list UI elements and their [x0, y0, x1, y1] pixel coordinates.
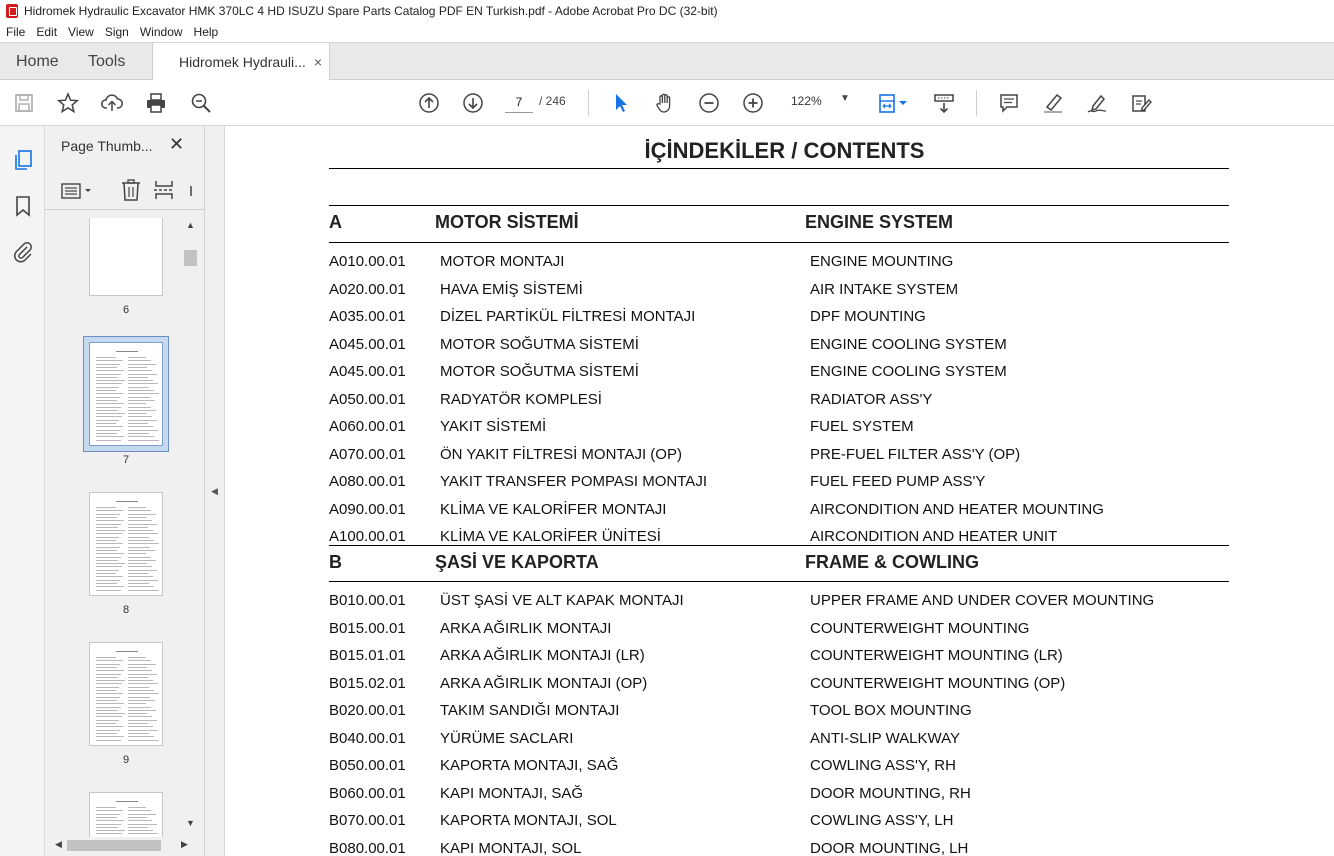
rotate-page-icon[interactable] [185, 178, 201, 202]
page-total: / 246 [539, 94, 566, 108]
section-title-tr: ŞASİ VE KAPORTA [435, 552, 599, 572]
contents-en: COUNTERWEIGHT MOUNTING (LR) [810, 647, 1063, 664]
contents-row [329, 391, 1229, 411]
scrollbar-thumb[interactable] [184, 250, 197, 266]
thumbnail-label: 8 [122, 604, 130, 616]
contents-row [329, 501, 1229, 521]
window-title: Hidromek Hydraulic Excavator HMK 370LC 4 HD ISUZU Spare Parts Catalog PDF EN Turkish.pdf - Adobe Acrobat Pro DC (32-bit) [24, 4, 718, 18]
contents-en: ENGINE COOLING SYSTEM [810, 335, 1007, 353]
contents-tr: YÜRÜME SACLARI [440, 729, 574, 747]
toolbar-divider [588, 90, 589, 116]
contents-tr: HAVA EMİŞ SİSTEMİ [440, 280, 583, 298]
contents-tr: KAPORTA MONTAJI, SOL [440, 812, 617, 829]
tab-tools[interactable]: Tools [88, 52, 126, 70]
thumbnail-list [45, 216, 181, 846]
contents-tr: MOTOR SOĞUTMA SİSTEMİ [440, 363, 639, 380]
contents-tr: YAKIT SİSTEMİ [440, 418, 547, 435]
main-toolbar [0, 80, 1334, 126]
menu-view[interactable]: View [68, 25, 94, 39]
contents-en: DOOR MOUNTING, RH [810, 784, 971, 802]
contents-tr: RADYATÖR KOMPLESİ [440, 390, 602, 408]
contents-code: B020.00.01 [329, 702, 406, 719]
contents-en: COWLING ASS'Y, RH [810, 757, 956, 774]
contents-tr: KLİMA VE KALORİFER MONTAJI [440, 500, 667, 518]
contents-code: A060.00.01 [329, 418, 406, 435]
edit-icon[interactable] [1129, 91, 1153, 115]
contents-en: ANTI-SLIP WALKWAY [810, 729, 961, 747]
star-icon[interactable] [56, 91, 80, 115]
section-title-en: FRAME & COWLING [805, 552, 979, 572]
divider-line [329, 242, 1229, 243]
thumbnail-label: 9 [122, 754, 130, 766]
scroll-mode-icon[interactable] [932, 91, 956, 115]
thumbnail-hscrollbar[interactable] [53, 837, 193, 853]
contents-tr: KAPI MONTAJI, SOL [440, 839, 582, 856]
contents-code: A045.00.01 [329, 335, 406, 353]
contents-en: TOOL BOX MOUNTING [810, 702, 972, 719]
contents-en: FUEL FEED PUMP ASS'Y [810, 473, 986, 490]
contents-row [329, 620, 1229, 640]
section-letter: B [329, 552, 342, 572]
thumbnail-page-selected[interactable] [89, 342, 163, 446]
document-title: İÇİNDEKİLER / CONTENTS [644, 138, 925, 163]
fit-page-dropdown-icon[interactable] [896, 91, 910, 115]
bookmark-icon[interactable] [11, 194, 35, 218]
contents-row [329, 702, 1229, 722]
contents-code: B015.00.01 [329, 619, 406, 637]
contents-row [329, 446, 1229, 466]
acrobat-logo-icon [6, 4, 18, 18]
divider-line [329, 205, 1229, 206]
panel-toolbar [45, 172, 205, 210]
contents-code: B040.00.01 [329, 729, 406, 747]
hand-icon[interactable] [653, 91, 677, 115]
thumbnail-label: 7 [122, 454, 130, 466]
contents-en: ENGINE MOUNTING [810, 253, 954, 270]
contents-en: COWLING ASS'Y, LH [810, 812, 954, 829]
contents-row [329, 253, 1229, 273]
thumbnail-page[interactable] [89, 492, 163, 596]
contents-tr: YAKIT TRANSFER POMPASI MONTAJI [440, 473, 707, 490]
delete-page-icon[interactable] [120, 178, 142, 202]
contents-row [329, 308, 1229, 328]
contents-tr: KAPORTA MONTAJI, SAĞ [440, 757, 619, 774]
contents-en: DPF MOUNTING [810, 308, 926, 325]
menu-bar [0, 22, 1334, 42]
section-header-a [329, 212, 1229, 236]
contents-tr: KAPI MONTAJI, SAĞ [440, 784, 584, 802]
contents-code: A020.00.01 [329, 280, 406, 298]
contents-row [329, 675, 1229, 695]
select-arrow-icon[interactable] [609, 91, 633, 115]
left-rail [0, 126, 45, 856]
contents-row [329, 363, 1229, 383]
scroll-down-icon[interactable]: ▼ [186, 818, 195, 828]
scroll-up-icon[interactable]: ▲ [186, 220, 195, 230]
contents-code: A050.00.01 [329, 390, 406, 408]
tab-document[interactable] [152, 43, 330, 81]
contents-row [329, 840, 1229, 856]
contents-tr: ARKA AĞIRLIK MONTAJI (OP) [440, 674, 648, 692]
menu-file[interactable]: File [6, 25, 26, 39]
contents-tr: ARKA AĞIRLIK MONTAJI [440, 619, 612, 637]
contents-row [329, 647, 1229, 667]
divider-line [329, 168, 1229, 169]
contents-code: A010.00.01 [329, 253, 406, 270]
contents-row [329, 592, 1229, 612]
divider-line [329, 581, 1229, 582]
contents-row [329, 418, 1229, 438]
contents-tr: ARKA AĞIRLIK MONTAJI (LR) [440, 647, 645, 664]
contents-en: UPPER FRAME AND UNDER COVER MOUNTING [810, 592, 1155, 609]
divider-line [329, 545, 1229, 546]
panel-title: Page Thumb... [61, 138, 153, 154]
save-icon[interactable] [12, 91, 36, 115]
section-title-tr: MOTOR SİSTEMİ [435, 212, 579, 232]
print-icon[interactable] [144, 91, 168, 115]
thumbnail-page[interactable] [89, 642, 163, 746]
contents-tr: DİZEL PARTİKÜL FİLTRESİ MONTAJI [440, 308, 696, 325]
zoom-level[interactable]: 122% [791, 94, 822, 108]
comment-icon[interactable] [997, 91, 1021, 115]
thumbnail-page[interactable] [89, 218, 163, 296]
contents-code: A035.00.01 [329, 308, 406, 325]
page-number-input[interactable]: 7 [505, 91, 533, 113]
page-up-icon[interactable] [417, 91, 441, 115]
highlight-icon[interactable] [1041, 91, 1065, 115]
contents-code: A080.00.01 [329, 473, 406, 490]
contents-tr: MOTOR MONTAJI [440, 253, 565, 270]
contents-code: A070.00.01 [329, 445, 406, 463]
toolbar-divider [976, 90, 977, 116]
contents-en: AIRCONDITION AND HEATER MOUNTING [810, 500, 1104, 518]
contents-en: FUEL SYSTEM [810, 418, 914, 435]
contents-row [329, 336, 1229, 356]
contents-en: COUNTERWEIGHT MOUNTING (OP) [810, 674, 1066, 692]
page-thumbnails-icon[interactable] [11, 148, 35, 172]
attachment-icon[interactable] [11, 240, 35, 264]
zoom-out-icon[interactable] [697, 91, 721, 115]
close-tab-icon[interactable]: × [313, 54, 322, 70]
thumbnail-scrollbar[interactable] [181, 218, 199, 830]
contents-row [329, 812, 1229, 832]
sign-icon[interactable] [1085, 91, 1109, 115]
extract-page-icon[interactable] [153, 178, 175, 202]
section-header-b [329, 552, 1229, 576]
contents-tr: ÜST ŞASİ VE ALT KAPAK MONTAJI [440, 592, 684, 609]
contents-en: AIRCONDITION AND HEATER UNIT [810, 528, 1058, 545]
collapse-panel-icon[interactable]: ◀ [211, 486, 218, 496]
contents-en: PRE-FUEL FILTER ASS'Y (OP) [810, 445, 1021, 463]
contents-row [329, 473, 1229, 493]
contents-code: A045.00.01 [329, 363, 406, 380]
menu-edit[interactable]: Edit [36, 25, 58, 39]
contents-row [329, 757, 1229, 777]
contents-code: B015.02.01 [329, 674, 406, 692]
contents-code: B070.00.01 [329, 812, 406, 829]
search-zoom-icon[interactable] [189, 91, 213, 115]
zoom-in-icon[interactable] [741, 91, 765, 115]
scroll-left-icon[interactable]: ◀ [55, 839, 62, 849]
contents-row [329, 730, 1229, 750]
thumbnail-options-icon[interactable] [61, 180, 95, 202]
zoom-dropdown-icon[interactable]: ▼ [840, 93, 850, 104]
close-panel-icon[interactable]: ✕ [169, 134, 185, 154]
contents-code: A100.00.01 [329, 528, 406, 545]
contents-en: DOOR MOUNTING, LH [810, 839, 969, 856]
contents-en: AIR INTAKE SYSTEM [810, 280, 959, 298]
window-titlebar [0, 0, 1334, 22]
tab-document-label: Hidromek Hydrauli... [179, 54, 306, 70]
contents-code: B015.01.01 [329, 647, 406, 664]
page-down-icon[interactable] [461, 91, 485, 115]
menu-window[interactable]: Window [139, 25, 183, 39]
contents-code: B060.00.01 [329, 784, 406, 802]
contents-en: COUNTERWEIGHT MOUNTING [810, 619, 1030, 637]
menu-sign[interactable]: Sign [104, 25, 129, 39]
section-title-en: ENGINE SYSTEM [805, 212, 954, 232]
contents-tr: MOTOR SOĞUTMA SİSTEMİ [440, 335, 639, 353]
contents-code: B080.00.01 [329, 839, 406, 856]
panel-splitter[interactable] [205, 126, 225, 856]
thumbnail-label: 6 [122, 304, 130, 316]
document-view [225, 126, 1334, 856]
contents-en: ENGINE COOLING SYSTEM [810, 363, 1007, 380]
hscrollbar-thumb[interactable] [67, 840, 161, 851]
contents-tr: TAKIM SANDIĞI MONTAJI [440, 702, 620, 719]
tab-bar [0, 42, 1334, 80]
contents-tr: KLİMA VE KALORİFER ÜNİTESİ [440, 528, 661, 545]
contents-code: A090.00.01 [329, 500, 406, 518]
page-thumbnails-panel [45, 126, 205, 856]
menu-help[interactable]: Help [193, 25, 219, 39]
tab-home[interactable]: Home [16, 52, 59, 70]
upload-icon[interactable] [100, 91, 124, 115]
contents-row [329, 281, 1229, 301]
contents-code: B050.00.01 [329, 757, 406, 774]
section-letter: A [329, 212, 342, 232]
contents-tr: ÖN YAKIT FİLTRESİ MONTAJI (OP) [440, 445, 682, 463]
contents-code: B010.00.01 [329, 592, 406, 609]
scroll-right-icon[interactable]: ▶ [181, 839, 188, 849]
contents-en: RADIATOR ASS'Y [810, 390, 933, 408]
contents-row [329, 785, 1229, 805]
